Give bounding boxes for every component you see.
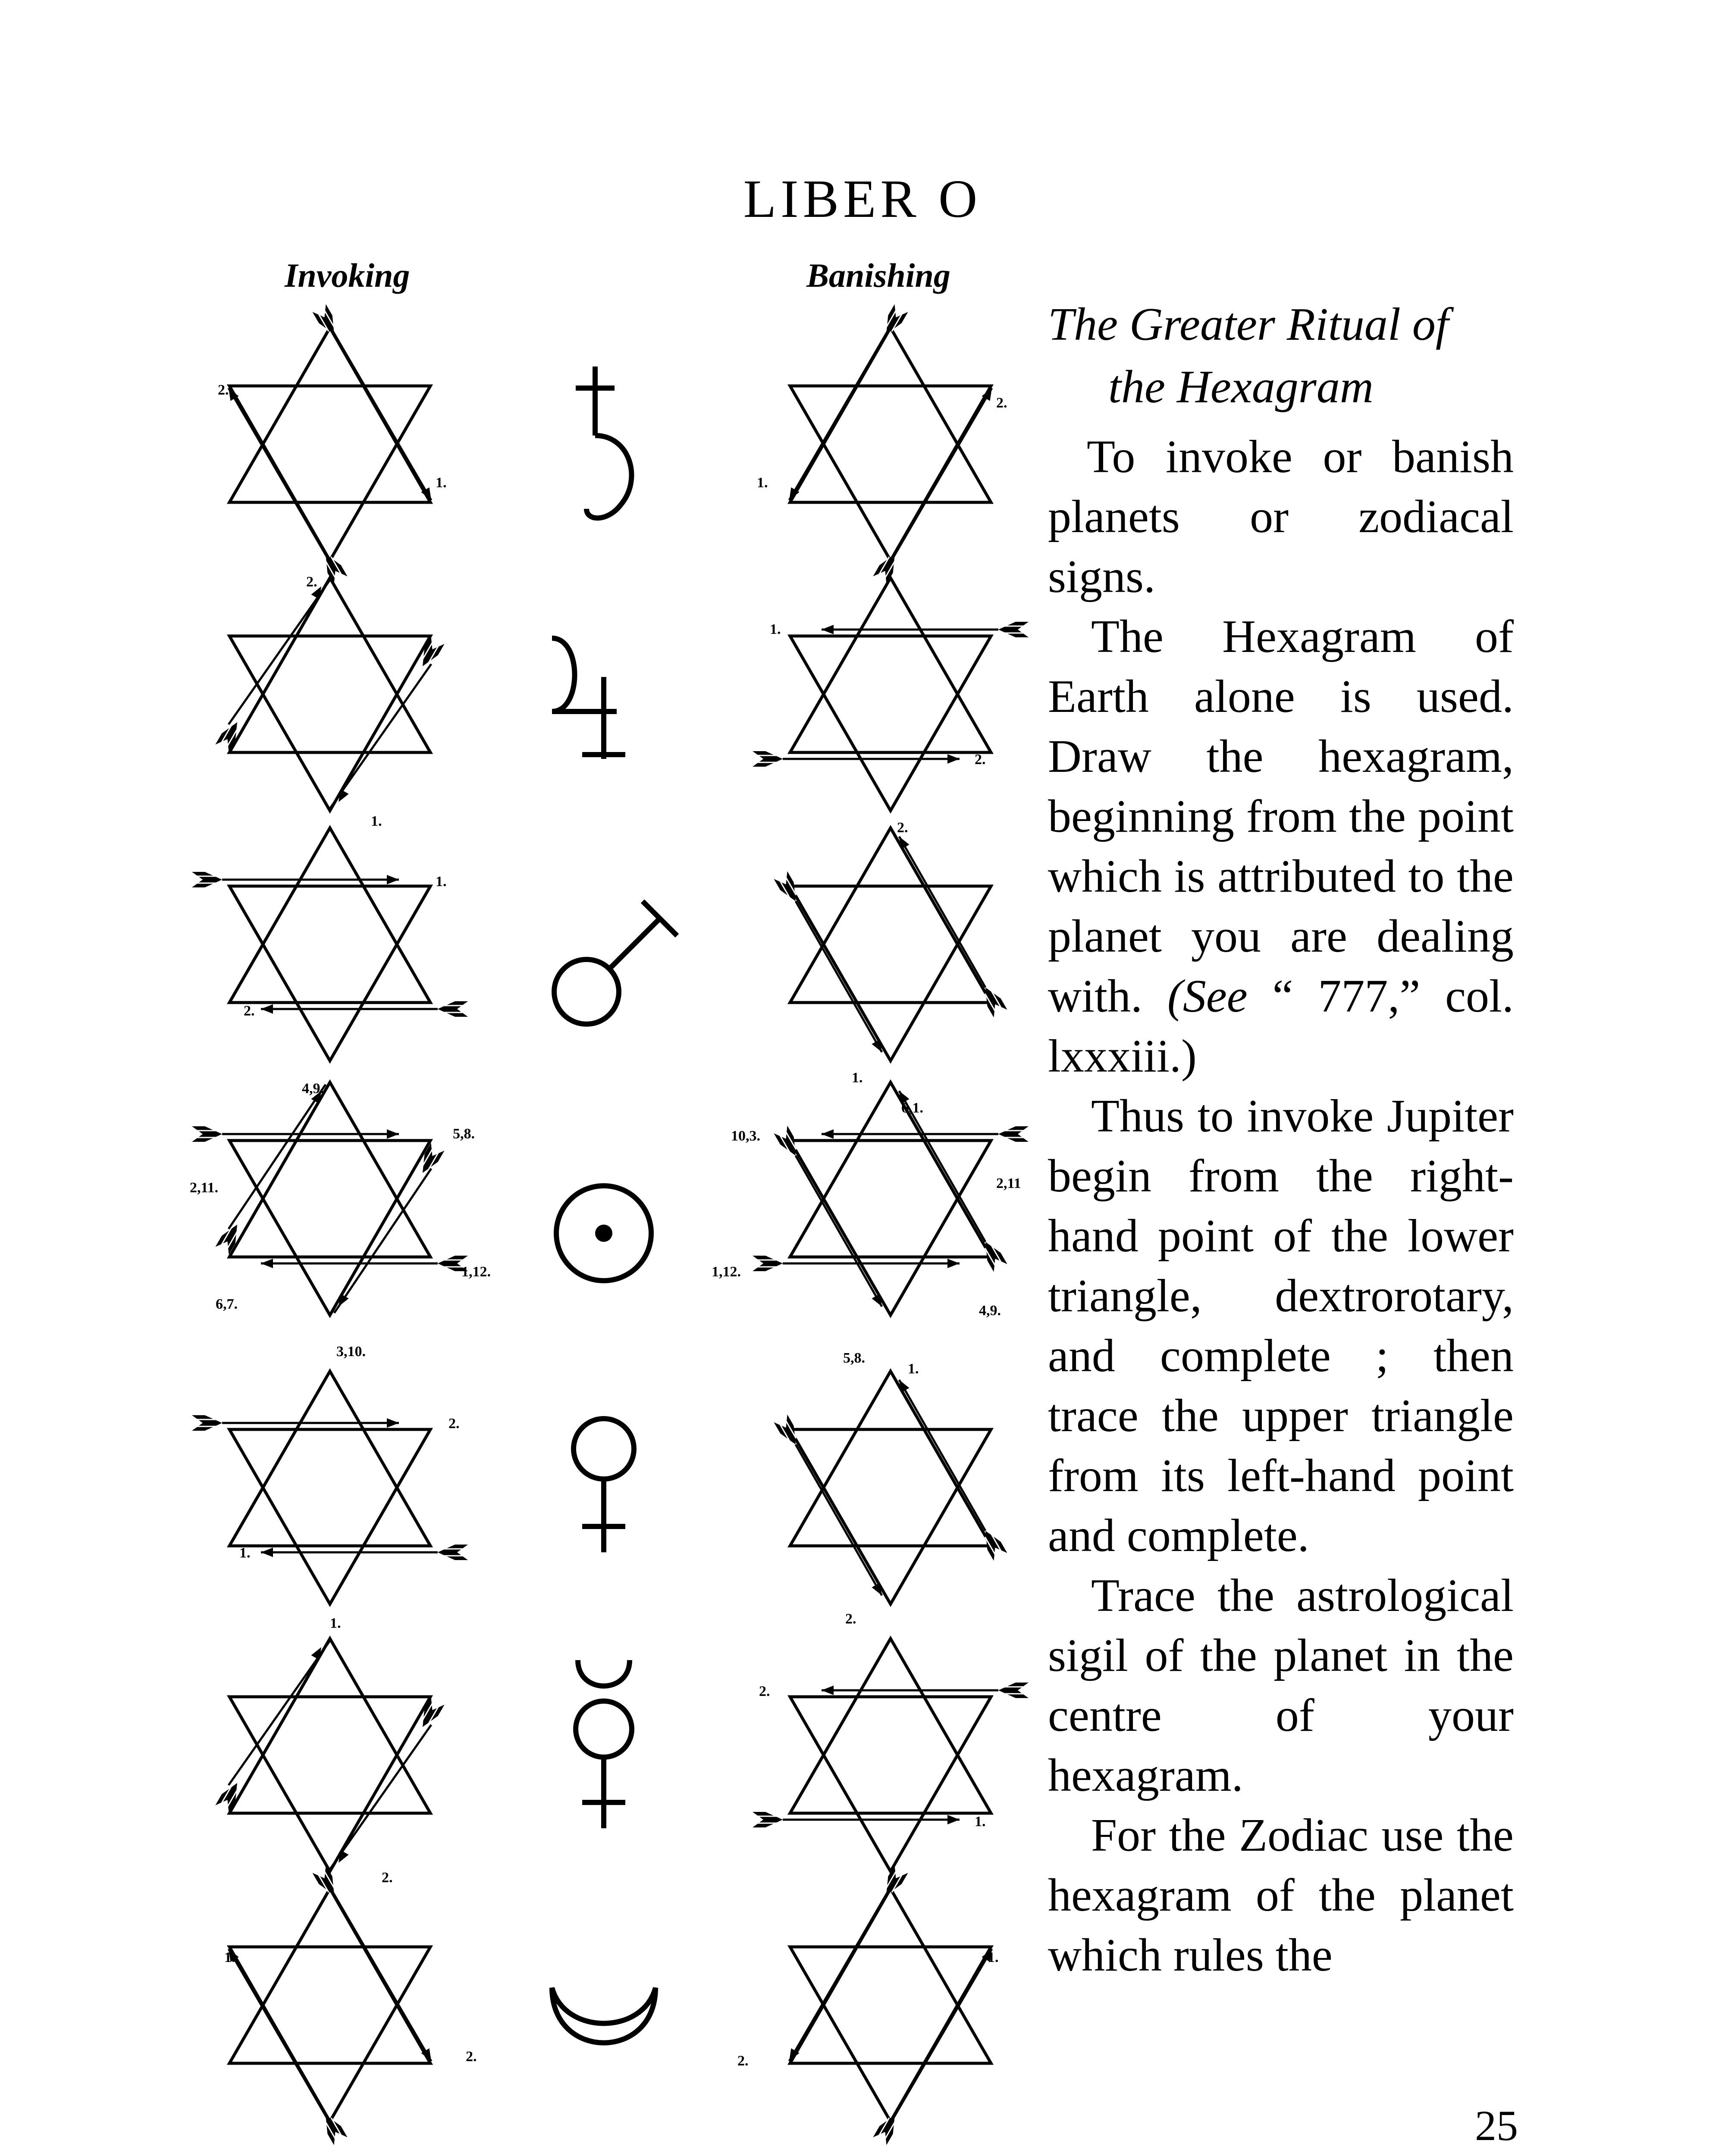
plate-label: 2. bbox=[975, 752, 986, 768]
mars-icon bbox=[554, 901, 677, 1024]
plate-label: 2. bbox=[466, 2049, 477, 2065]
plate-label: 1. bbox=[224, 1949, 235, 1965]
paragraph: Trace the astrological sigil of the planet in the centre of your hexagram. bbox=[1048, 1570, 1514, 1801]
banishing-hexagram-mercury bbox=[753, 1639, 1029, 1871]
plate-label: 2. bbox=[448, 1416, 460, 1432]
plate-label: 5,8. bbox=[453, 1126, 475, 1142]
plate-label: 2. bbox=[382, 1870, 393, 1886]
plate-label: 2,11 bbox=[996, 1175, 1021, 1191]
ritual-heading bbox=[1048, 293, 1531, 418]
plate-label: 4,9. bbox=[302, 1081, 324, 1097]
reference-open: (See bbox=[1167, 971, 1248, 1022]
plate-label: 2. bbox=[737, 2053, 749, 2069]
plate-label: 2. bbox=[218, 382, 229, 398]
banishing-hexagram-saturn bbox=[785, 304, 996, 584]
plate-label: 1. bbox=[770, 621, 781, 637]
plate-label: 4,9. bbox=[979, 1303, 1001, 1319]
ritual-heading-line-1: The Greater Ritual of bbox=[1048, 299, 1449, 350]
plate-label: 1. bbox=[436, 475, 447, 491]
plate-label: 1,12. bbox=[461, 1264, 491, 1280]
mercury-icon bbox=[576, 1660, 632, 1828]
plate-label: 1. bbox=[908, 1361, 919, 1377]
plate-label: 2. bbox=[996, 395, 1007, 411]
plate-label: 1,12. bbox=[712, 1264, 741, 1280]
invoking-hexagram-sun bbox=[192, 1082, 468, 1315]
banishing-hexagram-jupiter bbox=[753, 578, 1029, 811]
plate-label: 1. bbox=[330, 1615, 341, 1631]
plate-label: 1. bbox=[975, 1814, 986, 1830]
ritual-heading-line-2: the Hexagram bbox=[1108, 361, 1374, 413]
paragraph: To invoke or banish planets or zodiacal signs. bbox=[1048, 431, 1514, 602]
plate-label: 2. bbox=[244, 1003, 255, 1019]
plate-label: 5,8. bbox=[843, 1350, 865, 1366]
plate-label: 2,11. bbox=[190, 1180, 219, 1196]
plate-label: 1. bbox=[852, 1070, 863, 1086]
paragraph: For the Zodiac use the hexagram of the planet which rules the bbox=[1048, 1810, 1514, 1981]
column-label-banishing: Banishing bbox=[806, 257, 950, 294]
jupiter-icon bbox=[552, 638, 625, 759]
plate-label: 1. bbox=[371, 813, 382, 829]
plate-label: 2. bbox=[897, 820, 908, 836]
banishing-hexagram-venus bbox=[774, 1371, 1007, 1604]
page-number: 25 bbox=[1475, 2102, 1518, 2150]
invoking-hexagram-jupiter bbox=[215, 578, 444, 811]
plate-label: 1. bbox=[988, 1949, 999, 1965]
invoking-hexagram-venus bbox=[192, 1371, 468, 1604]
plate-label: 2. bbox=[759, 1683, 770, 1699]
banishing-hexagram-sun bbox=[753, 1082, 1029, 1315]
reference-text: “ 777,” col. lxxxiii.) bbox=[1048, 971, 1514, 1082]
plate-label: 3,10. bbox=[336, 1344, 366, 1360]
invoking-hexagram-moon bbox=[224, 1865, 435, 2145]
plate-label: 1. bbox=[239, 1545, 251, 1561]
saturn-icon bbox=[576, 367, 631, 518]
invoking-hexagram-mercury bbox=[215, 1639, 444, 1871]
invoking-hexagram-mars bbox=[192, 828, 468, 1061]
plate-label: 2. bbox=[845, 1611, 856, 1627]
plate-label: 10,3. bbox=[731, 1128, 760, 1144]
sun-icon bbox=[556, 1186, 651, 1281]
paragraph: Thus to invoke Jupiter begin from the right-hand point of the lower triangle, dextrorotary, and complete ; then trace the upper triangle from its left-hand point and complete. bbox=[1048, 1091, 1514, 1561]
plate-label: 2. bbox=[306, 574, 317, 590]
page-header-title: LIBER O bbox=[743, 169, 982, 229]
invoking-hexagram-saturn bbox=[224, 304, 435, 584]
plate-label: 1. bbox=[436, 874, 447, 890]
banishing-hexagram-mars bbox=[774, 828, 1007, 1061]
plate-label: 6,7. bbox=[216, 1296, 238, 1312]
ritual-body-text bbox=[1048, 427, 1514, 1985]
plate-label: 1. bbox=[757, 475, 768, 491]
banishing-hexagram-moon bbox=[785, 1865, 996, 2145]
moon-icon bbox=[552, 1988, 656, 2043]
venus-icon bbox=[574, 1419, 634, 1552]
plate-label: 6,1. bbox=[901, 1100, 923, 1116]
paragraph: The Hexagram of Earth alone is used. Draw the hexagram, beginning from the point which is attributed to the planet you are dealing with. (See “ 777,” col. lxxxiii.) bbox=[1048, 611, 1514, 1082]
column-label-invoking: Invoking bbox=[285, 257, 410, 294]
